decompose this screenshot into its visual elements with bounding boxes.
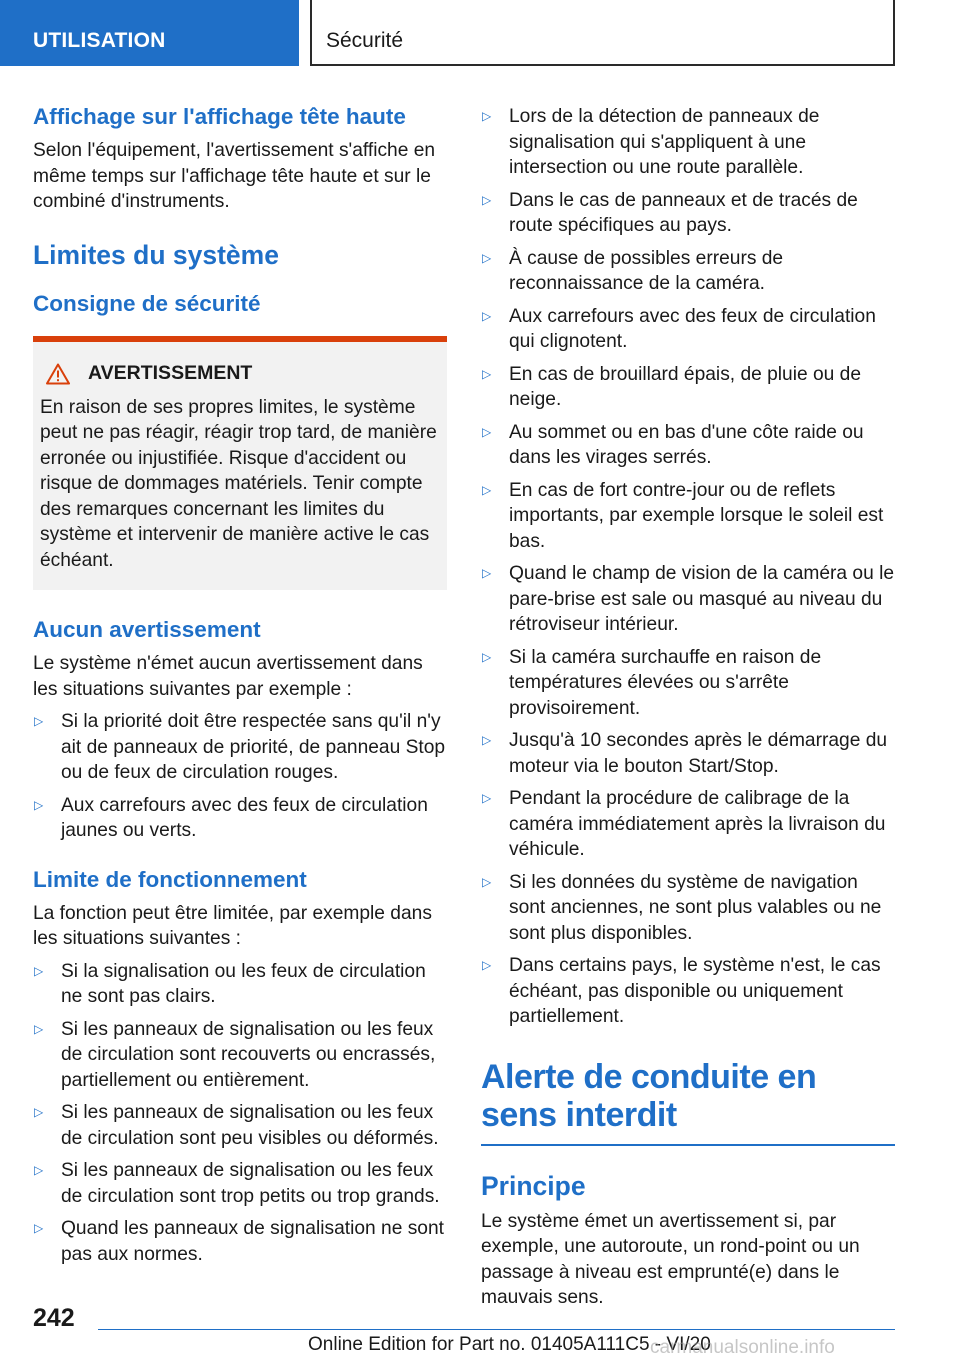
edition-label: Online Edition for Part no. 01405A111C5 - VI/20 <box>308 1334 711 1355</box>
list-item: ▷ Quand le champ de vision de la caméra ou le pare-brise est sale ou masqué au niveau du rétroviseur intérieur. <box>482 563 895 635</box>
left-column <box>33 100 447 1274</box>
warning-title: AVERTISSEMENT <box>88 362 253 384</box>
triangle-bullet-icon: ▷ <box>34 714 44 728</box>
triangle-bullet-icon: ▷ <box>34 1021 44 1036</box>
triangle-bullet-icon: ▷ <box>34 797 44 812</box>
list-item: ▷ Jusqu'à 10 secondes après le démarrage du moteur via le bouton Start/Stop. <box>482 730 888 777</box>
triangle-bullet-icon: ▷ <box>482 733 492 747</box>
list-item: ▷ Si les panneaux de signalisation ou les feux de circulation sont trop petits ou trop grands. <box>34 1160 440 1207</box>
limit-list <box>33 959 447 1268</box>
warning-triangle-icon <box>46 363 70 385</box>
triangle-bullet-icon: ▷ <box>34 1163 44 1177</box>
triangle-bullet-icon: ▷ <box>34 1221 44 1235</box>
triangle-bullet-icon: ▷ <box>482 424 492 439</box>
list-item: ▷ Aux carrefours avec des feux de circulation jaunes ou verts. <box>34 794 428 841</box>
warning-text: En raison de ses propres limites, le système peut ne pas réagir, réagir trop tard, de manière erronée ou injustifiée. Risque d'accident ou risque de dommages matériels. Tenir compte des remarques concernant les limites du système et intervenir de manière active le cas échéant. <box>40 396 437 571</box>
list-item: ▷ En cas de brouillard épais, de pluie ou de neige. <box>482 363 862 410</box>
watermark: carmanualsonline.info <box>650 1337 835 1358</box>
list-item: ▷ Quand les panneaux de signalisation ne sont pas aux normes. <box>34 1218 444 1265</box>
triangle-bullet-icon: ▷ <box>482 649 492 664</box>
list-item: ▷ Si la signalisation ou les feux de circulation ne sont pas clairs. <box>34 960 426 1007</box>
hud-text: Selon l'équipement, l'avertissement s'affiche en même temps sur l'affichage tête haute et sur le combiné d'instruments. <box>33 140 436 212</box>
triangle-bullet-icon: ▷ <box>482 250 492 265</box>
limit-heading: Limite de fonctionnement <box>33 866 307 892</box>
triangle-bullet-icon: ▷ <box>482 791 492 805</box>
list-item: ▷ Si la priorité doit être respectée sans qu'il n'y ait de panneaux de priorité, de panneau Stop ou de feux de circulation rouges. <box>34 711 446 783</box>
safety-heading: Consigne de sécurité <box>33 290 261 316</box>
list-item: ▷ Si les données du système de navigation sont anciennes, ne sont plus valables ou ne sont plus disponibles. <box>482 871 882 944</box>
triangle-bullet-icon: ▷ <box>482 874 492 889</box>
warning-title-row <box>42 360 440 388</box>
footer-rule <box>98 1329 895 1330</box>
limit-list-continued <box>481 104 895 1030</box>
section-label: UTILISATION <box>33 29 166 52</box>
triangle-bullet-icon: ▷ <box>482 109 492 123</box>
no-warning-list <box>33 709 447 844</box>
principle-heading: Principe <box>481 1170 586 1201</box>
triangle-bullet-icon: ▷ <box>482 482 492 497</box>
limits-heading: Limites du système <box>33 239 279 270</box>
list-item: ▷ Si la caméra surchauffe en raison de températures élevées ou s'arrête provisoirement. <box>482 646 822 719</box>
right-column <box>481 100 895 1311</box>
section-tab <box>0 0 299 66</box>
triangle-bullet-icon: ▷ <box>34 963 44 978</box>
list-item: ▷ Dans certains pays, le système n'est, le cas échéant, pas disponible ou uniquement partiellement. <box>482 955 881 1027</box>
no-warning-text: Le système n'émet aucun avertissement dans les situations suivantes par exemple : <box>33 653 423 700</box>
list-item: ▷ Au sommet ou en bas d'une côte raide ou dans les virages serrés. <box>482 421 864 468</box>
triangle-bullet-icon: ▷ <box>482 566 492 580</box>
list-item: ▷ Aux carrefours avec des feux de circulation qui clignotent. <box>482 305 876 352</box>
list-item: ▷ En cas de fort contre-jour ou de reflets importants, par exemple lorsque le soleil est bas. <box>482 479 884 552</box>
chapter-tab <box>310 0 895 66</box>
hud-heading: Affichage sur l'affichage tête haute <box>33 104 406 129</box>
list-item: ▷ Si les panneaux de signalisation ou les feux de circulation sont peu visibles ou déformés. <box>34 1102 439 1149</box>
triangle-bullet-icon: ▷ <box>482 366 492 381</box>
section-title: Alerte de conduite en sens interdit <box>481 1057 817 1134</box>
principle-text: Le système émet un avertissement si, par exemple, une autoroute, un rond-point ou un passage à niveau est emprunté(e) dans le mauvais sens. <box>481 1210 860 1308</box>
warning-box <box>33 336 447 591</box>
list-item: ▷ Lors de la détection de panneaux de signalisation qui s'appliquent à une intersection ou une route parallèle. <box>482 106 820 178</box>
list-item: ▷ Si les panneaux de signalisation ou les feux de circulation sont recouverts ou encrassés, partiellement ou entièrement. <box>34 1018 436 1091</box>
no-warning-heading: Aucun avertissement <box>33 617 261 642</box>
list-item: ▷ Pendant la procédure de calibrage de la caméra immédiatement après la livraison du véhicule. <box>482 788 886 860</box>
triangle-bullet-icon: ▷ <box>482 958 492 972</box>
page-number: 242 <box>33 1304 75 1332</box>
list-item: ▷ Dans le cas de panneaux et de tracés de route spécifiques au pays. <box>482 189 858 236</box>
section-title-rule <box>481 1144 895 1146</box>
triangle-bullet-icon: ▷ <box>482 308 492 323</box>
limit-text: La fonction peut être limitée, par exemple dans les situations suivantes : <box>33 902 432 949</box>
triangle-bullet-icon: ▷ <box>34 1105 44 1119</box>
list-item: ▷ À cause de possibles erreurs de reconnaissance de la caméra. <box>482 247 784 294</box>
chapter-label: Sécurité <box>326 29 404 52</box>
triangle-bullet-icon: ▷ <box>482 192 492 207</box>
